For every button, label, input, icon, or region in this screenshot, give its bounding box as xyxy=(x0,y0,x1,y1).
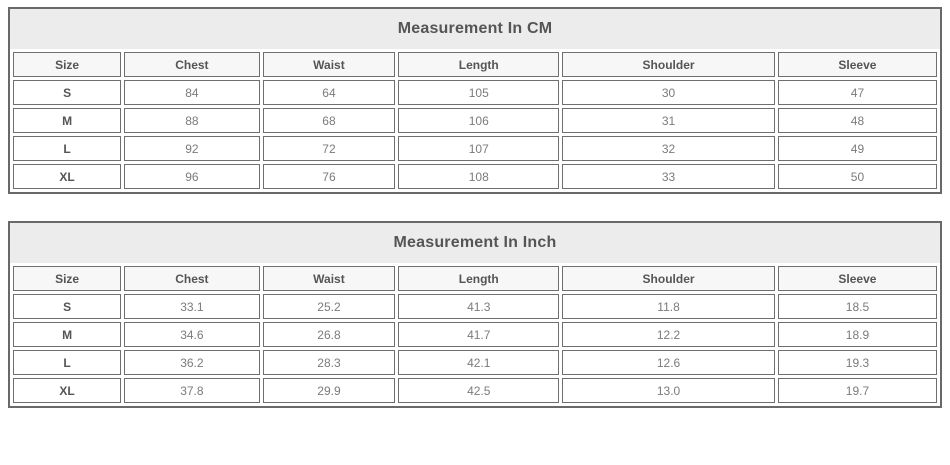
inch-measurement-table xyxy=(8,221,942,408)
col-header-size: Size xyxy=(13,266,121,291)
col-header-sleeve: Sleeve xyxy=(778,266,937,291)
value-cell: 18.5 xyxy=(778,294,937,319)
value-cell: 42.1 xyxy=(398,350,559,375)
value-cell: 30 xyxy=(562,80,775,105)
value-cell: 64 xyxy=(263,80,396,105)
table-row xyxy=(13,378,937,403)
header-row xyxy=(13,52,937,77)
value-cell: 48 xyxy=(778,108,937,133)
value-cell: 47 xyxy=(778,80,937,105)
value-cell: 41.7 xyxy=(398,322,559,347)
value-cell: 26.8 xyxy=(263,322,396,347)
value-cell: 12.6 xyxy=(562,350,775,375)
value-cell: 29.9 xyxy=(263,378,396,403)
col-header-length: Length xyxy=(398,52,559,77)
table-row xyxy=(13,80,937,105)
value-cell: 105 xyxy=(398,80,559,105)
table-row xyxy=(13,136,937,161)
col-header-length: Length xyxy=(398,266,559,291)
value-cell: 108 xyxy=(398,164,559,189)
value-cell: 88 xyxy=(124,108,259,133)
value-cell: 19.7 xyxy=(778,378,937,403)
size-cell: S xyxy=(13,80,121,105)
col-header-shoulder: Shoulder xyxy=(562,52,775,77)
value-cell: 33 xyxy=(562,164,775,189)
size-cell: M xyxy=(13,108,121,133)
table-row xyxy=(13,294,937,319)
table-row xyxy=(13,350,937,375)
value-cell: 25.2 xyxy=(263,294,396,319)
value-cell: 50 xyxy=(778,164,937,189)
table-row xyxy=(13,322,937,347)
cm-table-grid xyxy=(10,49,940,192)
size-cell: S xyxy=(13,294,121,319)
value-cell: 72 xyxy=(263,136,396,161)
value-cell: 96 xyxy=(124,164,259,189)
value-cell: 42.5 xyxy=(398,378,559,403)
value-cell: 68 xyxy=(263,108,396,133)
size-cell: L xyxy=(13,350,121,375)
size-cell: XL xyxy=(13,164,121,189)
value-cell: 32 xyxy=(562,136,775,161)
cm-measurement-table xyxy=(8,7,942,194)
value-cell: 34.6 xyxy=(124,322,259,347)
value-cell: 41.3 xyxy=(398,294,559,319)
value-cell: 31 xyxy=(562,108,775,133)
col-header-chest: Chest xyxy=(124,266,259,291)
value-cell: 36.2 xyxy=(124,350,259,375)
value-cell: 18.9 xyxy=(778,322,937,347)
value-cell: 12.2 xyxy=(562,322,775,347)
value-cell: 106 xyxy=(398,108,559,133)
col-header-size: Size xyxy=(13,52,121,77)
inch-table-title: Measurement In Inch xyxy=(10,223,940,263)
value-cell: 92 xyxy=(124,136,259,161)
size-cell: XL xyxy=(13,378,121,403)
value-cell: 37.8 xyxy=(124,378,259,403)
inch-table-grid xyxy=(10,263,940,406)
size-cell: L xyxy=(13,136,121,161)
col-header-waist: Waist xyxy=(263,52,396,77)
value-cell: 84 xyxy=(124,80,259,105)
value-cell: 76 xyxy=(263,164,396,189)
col-header-waist: Waist xyxy=(263,266,396,291)
col-header-chest: Chest xyxy=(124,52,259,77)
table-row xyxy=(13,164,937,189)
value-cell: 49 xyxy=(778,136,937,161)
value-cell: 107 xyxy=(398,136,559,161)
size-cell: M xyxy=(13,322,121,347)
value-cell: 11.8 xyxy=(562,294,775,319)
value-cell: 19.3 xyxy=(778,350,937,375)
col-header-shoulder: Shoulder xyxy=(562,266,775,291)
cm-table-title: Measurement In CM xyxy=(10,9,940,49)
value-cell: 13.0 xyxy=(562,378,775,403)
value-cell: 28.3 xyxy=(263,350,396,375)
value-cell: 33.1 xyxy=(124,294,259,319)
table-row xyxy=(13,108,937,133)
header-row xyxy=(13,266,937,291)
col-header-sleeve: Sleeve xyxy=(778,52,937,77)
